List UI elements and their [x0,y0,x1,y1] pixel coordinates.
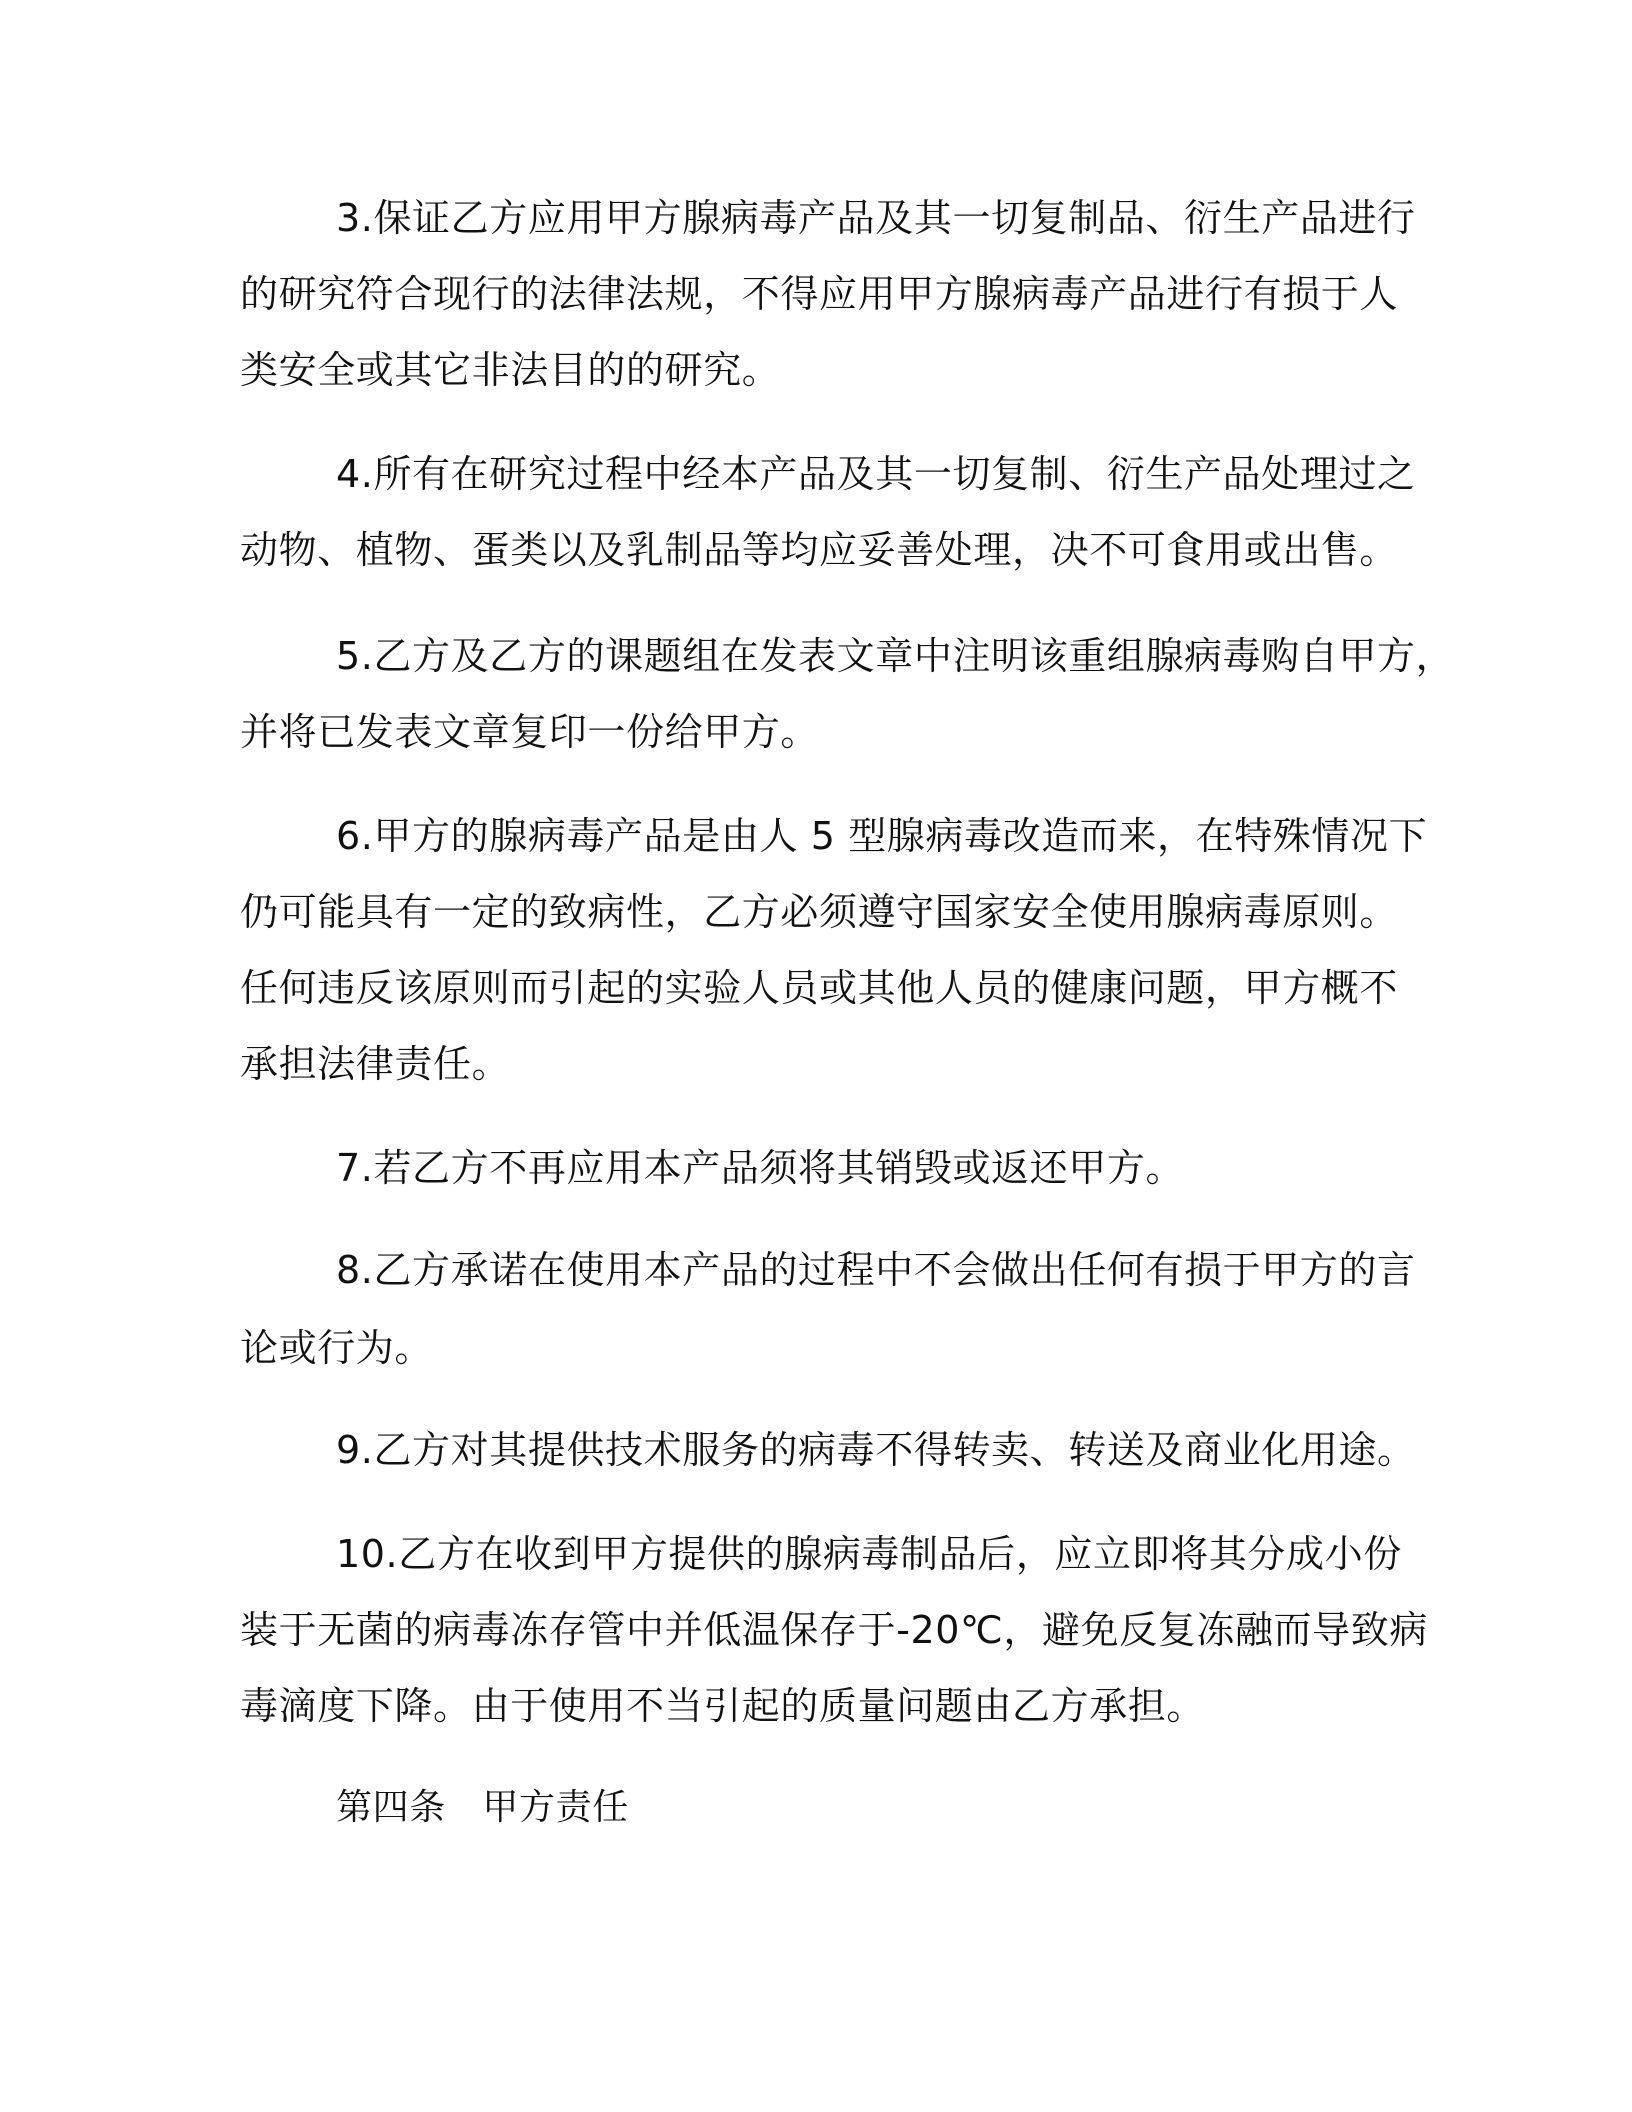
clause-4-line-2: 动物、植物、蛋类以及乳制品等均应妥善处理，决不可食用或出售。 [240,528,1399,572]
clause-8-line-2: 论或行为。 [240,1326,434,1370]
clause-10-line-3: 毒滴度下降。由于使用不当引起的质量问题由乙方承担。 [240,1684,1206,1728]
clause-6-line-4: 承担法律责任。 [240,1042,511,1086]
clause-3-line-1: 3.保证乙方应用甲方腺病毒产品及其一切复制品、衍生产品进行 [336,196,1416,240]
clause-6-line-2: 仍可能具有一定的致病性，乙方必须遵守国家安全使用腺病毒原则。 [240,890,1399,934]
section-heading: 第四条 甲方责任 [336,1787,629,1828]
clause-5-line-2: 并将已发表文章复印一份给甲方。 [240,710,820,754]
clause-9-line-1: 9.乙方对其提供技术服务的病毒不得转卖、转送及商业化用途。 [336,1428,1416,1472]
clause-6-line-1: 6.甲方的腺病毒产品是由人 5 型腺病毒改造而来，在特殊情况下 [336,814,1428,858]
clause-3-line-2: 的研究符合现行的法律法规，不得应用甲方腺病毒产品进行有损于人 [240,272,1399,316]
clause-8-line-1: 8.乙方承诺在使用本产品的过程中不会做出任何有损于甲方的言 [336,1248,1416,1292]
clause-10-line-1: 10.乙方在收到甲方提供的腺病毒制品后，应立即将其分成小份 [336,1532,1402,1576]
clause-10-line-2: 装于无菌的病毒冻存管中并低温保存于-20℃，避免反复冻融而导致病 [240,1608,1428,1652]
clause-3-line-3: 类安全或其它非法目的的研究。 [240,348,781,392]
clause-6-line-3: 任何违反该原则而引起的实验人员或其他人员的健康问题，甲方概不 [240,966,1399,1010]
clause-7-line-1: 7.若乙方不再应用本产品须将其销毁或返还甲方。 [336,1146,1185,1190]
clause-4-line-1: 4.所有在研究过程中经本产品及其一切复制、衍生产品处理过之 [336,452,1416,496]
clause-5-line-1: 5.乙方及乙方的课题组在发表文章中注明该重组腺病毒购自甲方， [336,634,1455,678]
